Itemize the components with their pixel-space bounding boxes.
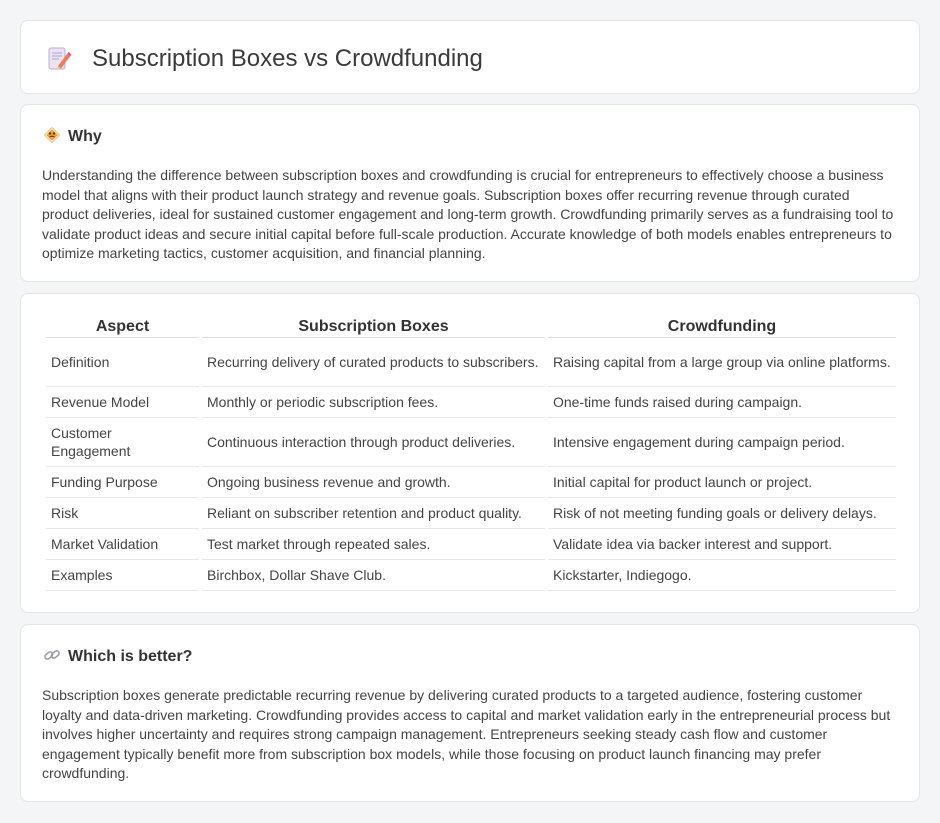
- cell-subscription: Birchbox, Dollar Shave Club.: [202, 560, 545, 591]
- cell-aspect: Examples: [46, 560, 199, 591]
- table-header-row: [46, 316, 896, 338]
- cell-aspect: Definition: [46, 338, 199, 387]
- document-pencil-icon: [45, 45, 73, 73]
- better-title: Which is better?: [68, 648, 193, 665]
- cell-crowdfunding: Validate idea via backer interest and support.: [548, 529, 896, 560]
- table-row: [46, 498, 896, 529]
- why-section: [20, 104, 920, 282]
- cell-subscription: Test market through repeated sales.: [202, 529, 545, 560]
- cell-aspect: Customer Engagement: [46, 418, 199, 467]
- why-body: Understanding the difference between subscription boxes and crowdfunding is crucial for entrepreneurs to effectively choose a business model that aligns with their product launch strategy and revenue goals. Subscription boxes offer recurring revenue through curated product deliveries, ideal for sustained customer engagement and long-term growth. Crowdfunding primarily serves as a fundraising tool to validate product ideas and secure initial capital before full-scale production. Accurate knowledge of both models enables entrepreneurs to optimize marketing tactics, customer acquisition, and financial planning.: [42, 167, 894, 262]
- header-subscription-boxes: Subscription Boxes: [202, 316, 545, 338]
- table-row: [46, 387, 896, 418]
- warning-sign-icon: [43, 126, 68, 149]
- cell-subscription: Recurring delivery of curated products to subscribers.: [202, 338, 545, 387]
- comparison-table: [43, 316, 899, 591]
- why-heading: [43, 127, 102, 147]
- cell-aspect: Funding Purpose: [46, 467, 199, 498]
- table-row: [46, 529, 896, 560]
- cell-aspect: Revenue Model: [46, 387, 199, 418]
- header-crowdfunding: Crowdfunding: [548, 316, 896, 338]
- better-body: Subscription boxes generate predictable recurring revenue by delivering curated products to a targeted audience, fostering customer loyalty and data-driven marketing. Crowdfunding provides access to capital and market validation early in the entrepreneurial process but involves higher uncertainty and requires strong campaign management. Entrepreneurs seeking steady cash flow and customer engagement typically benefit more from subscription box models, while those focusing on product launch financing may prefer crowdfunding.: [42, 687, 891, 782]
- table-row: [46, 338, 896, 387]
- cell-aspect: Market Validation: [46, 529, 199, 560]
- page-title: Subscription Boxes vs Crowdfunding: [92, 45, 483, 72]
- cell-crowdfunding: Intensive engagement during campaign period.: [548, 418, 896, 467]
- link-icon: [43, 646, 68, 669]
- cell-crowdfunding: Initial capital for product launch or project.: [548, 467, 896, 498]
- which-is-better-section: [20, 624, 920, 802]
- cell-crowdfunding: Kickstarter, Indiegogo.: [548, 560, 896, 591]
- cell-subscription: Ongoing business revenue and growth.: [202, 467, 545, 498]
- cell-crowdfunding: Risk of not meeting funding goals or delivery delays.: [548, 498, 896, 529]
- cell-aspect: Risk: [46, 498, 199, 529]
- why-title: Why: [68, 128, 102, 145]
- cell-subscription: Continuous interaction through product deliveries.: [202, 418, 545, 467]
- better-heading: [43, 647, 192, 667]
- cell-subscription: Reliant on subscriber retention and product quality.: [202, 498, 545, 529]
- table-row: [46, 467, 896, 498]
- cell-subscription: Monthly or periodic subscription fees.: [202, 387, 545, 418]
- cell-crowdfunding: Raising capital from a large group via online platforms.: [548, 338, 896, 387]
- table-row: [46, 560, 896, 591]
- comparison-section: [20, 293, 920, 613]
- table-row: [46, 418, 896, 467]
- header-aspect: Aspect: [46, 316, 199, 338]
- cell-crowdfunding: One-time funds raised during campaign.: [548, 387, 896, 418]
- header-card: [20, 20, 920, 94]
